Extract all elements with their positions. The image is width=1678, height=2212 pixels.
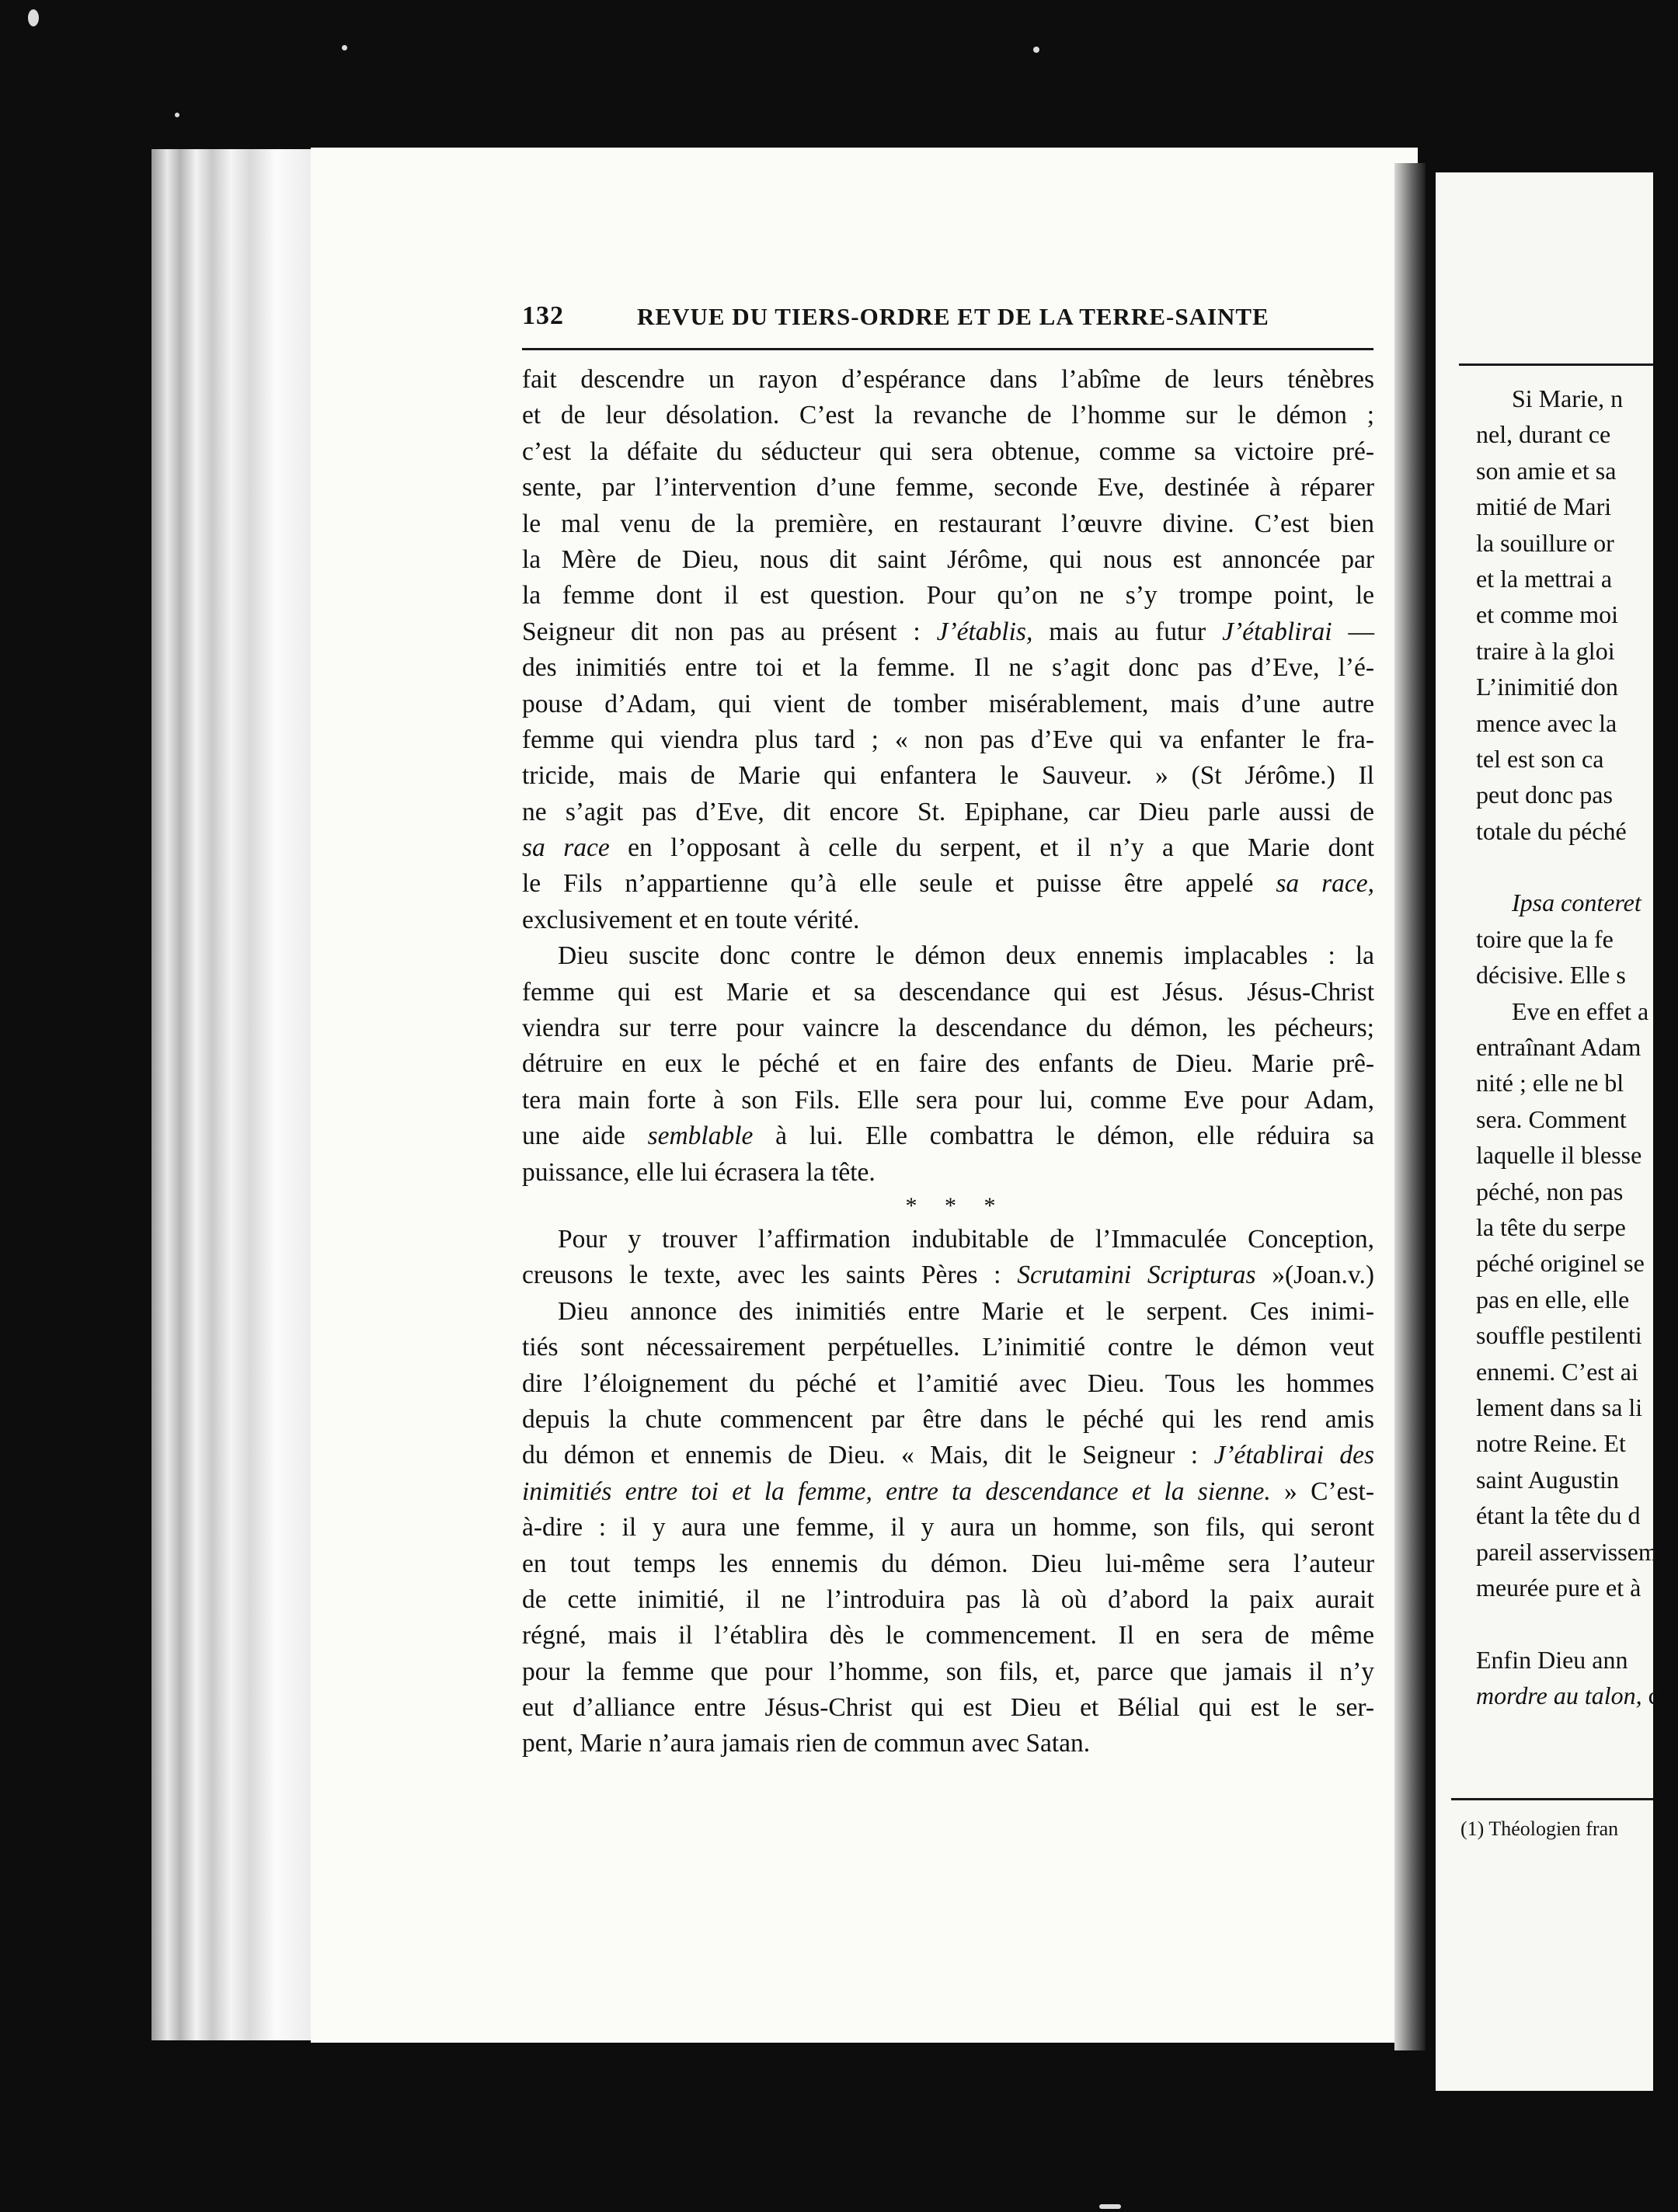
text-line: tera main forte à son Fils. Elle sera pour lui, comme Eve pour Adam, xyxy=(522,1085,1374,1115)
text-line: depuis la chute commencent par être dans le péché qui les rend amis xyxy=(522,1404,1374,1434)
text-line: nité ; elle ne bl xyxy=(1476,1069,1624,1097)
text-line: mence avec la xyxy=(1476,708,1617,737)
text-line: puissance, elle lui écrasera la tête. xyxy=(522,1157,876,1187)
text-line: Pour y trouver l’affirmation indubitable de l’Immaculée Conception, xyxy=(558,1224,1374,1254)
text-line: pent, Marie n’aura jamais rien de commun avec Satan. xyxy=(522,1729,1091,1758)
text-line: la Mère de Dieu, nous dit saint Jérôme, qui nous est annoncée par xyxy=(522,544,1374,574)
dust-speck xyxy=(1099,2204,1121,2209)
footnote: (1) Théologien fran xyxy=(1460,1817,1619,1840)
italic-span: sa race, xyxy=(1276,869,1374,899)
running-header xyxy=(522,301,1377,340)
right-page-body xyxy=(1476,381,1678,1713)
dust-speck xyxy=(28,9,39,26)
text-line: pas en elle, elle xyxy=(1476,1285,1630,1313)
text-line xyxy=(522,1257,1374,1293)
text-line: femme qui viendra plus tard ; « non pas d’Eve qui va enfanter le fra- xyxy=(522,725,1374,754)
text-line: totale du péché xyxy=(1476,816,1627,845)
header-rule xyxy=(522,348,1373,350)
italic-span: J’établirai xyxy=(1222,617,1332,646)
text-span: en l’opposant à celle du serpent, et il n’y a que Marie dont xyxy=(609,833,1375,863)
text-line: mitié de Mari xyxy=(1476,492,1612,521)
text-span: — xyxy=(1332,617,1374,646)
italic-span: sa race xyxy=(522,833,610,863)
italic-span: J’établis, xyxy=(936,617,1033,646)
text-line: dire l’éloignement du péché et l’amitié avec Dieu. Tous les hommes xyxy=(522,1369,1374,1398)
text-line xyxy=(1476,1678,1678,1713)
text-line: peut donc pas xyxy=(1476,781,1613,809)
text-line: et comme moi xyxy=(1476,600,1619,629)
italic-span: mordre au talon, xyxy=(1476,1682,1642,1710)
text-line: Enfin Dieu ann xyxy=(1476,1645,1628,1674)
book-page-edges xyxy=(151,149,311,2040)
text-line: meurée pure et à xyxy=(1476,1573,1641,1602)
text-line: pour la femme que pour l’homme, son fils, et, parce que jamais il n’y xyxy=(522,1657,1374,1686)
section-break: * * * xyxy=(905,1192,1007,1219)
text-line: la femme dont il est question. Pour qu’on ne s’y trompe point, le xyxy=(522,581,1374,610)
text-line: sera. Comment xyxy=(1476,1104,1627,1133)
text-span: c xyxy=(1641,1682,1659,1710)
text-line: exclusivement et en toute vérité. xyxy=(522,905,860,934)
text-line: et la mettrai a xyxy=(1476,564,1613,593)
text-line: péché originel se xyxy=(1476,1249,1645,1278)
text-line xyxy=(522,614,1374,650)
text-span: » C’est- xyxy=(1270,1476,1374,1506)
dust-speck xyxy=(175,113,179,117)
text-line: sente, par l’intervention d’une femme, seconde Eve, destinée à réparer xyxy=(522,473,1374,503)
text-line: nel, durant ce xyxy=(1476,420,1611,449)
text-line: des inimitiés entre toi et la femme. Il ne s’agit donc pas d’Eve, l’é- xyxy=(522,653,1374,683)
text-line: Ipsa conteret xyxy=(1512,889,1641,917)
book-gutter xyxy=(1394,163,1426,2050)
text-line: pareil asservissem xyxy=(1476,1537,1658,1566)
text-line: son amie et sa xyxy=(1476,456,1617,485)
text-line: traire à la gloi xyxy=(1476,636,1615,665)
text-line: Si Marie, n xyxy=(1512,384,1624,412)
text-span: du démon et ennemis de Dieu. « Mais, dit le Seigneur : xyxy=(522,1441,1214,1470)
text-line: Eve en effet a xyxy=(1512,996,1649,1025)
text-line: ne s’agit pas d’Eve, dit encore St. Epiphane, car Dieu parle aussi de xyxy=(522,797,1374,826)
text-line: c’est la défaite du séducteur qui sera obtenue, comme sa victoire pré- xyxy=(522,436,1374,466)
italic-span: inimitiés entre toi et la femme, entre ta descendance et la sienne. xyxy=(522,1476,1271,1506)
dust-speck xyxy=(1033,47,1039,53)
text-line: eut d’alliance entre Jésus-Christ qui est Dieu et Bélial qui est le ser- xyxy=(522,1693,1374,1723)
text-line: tricide, mais de Marie qui enfantera le Sauveur. » (St Jérôme.) Il xyxy=(522,761,1374,791)
text-line: saint Augustin xyxy=(1476,1465,1620,1494)
text-line: en tout temps les ennemis du démon. Dieu lui-même sera l’auteur xyxy=(522,1549,1374,1578)
text-line: tiés sont nécessairement perpétuelles. L’inimitié contre le démon veut xyxy=(522,1333,1374,1362)
blank-line xyxy=(1476,849,1678,885)
text-line xyxy=(522,830,1374,866)
text-line: toire que la fe xyxy=(1476,924,1614,953)
text-line xyxy=(522,1118,1374,1154)
text-line: viendra sur terre pour vaincre la descendance du démon, les pécheurs; xyxy=(522,1014,1374,1043)
text-span: creusons le texte, avec les saints Pères : xyxy=(522,1261,1018,1290)
dust-speck xyxy=(342,45,347,50)
text-line: la tête du serpe xyxy=(1476,1212,1626,1241)
text-span: le Fils n’appartienne qu’à elle seule et puisse être appelé xyxy=(522,869,1276,899)
italic-span: Scrutamini Scripturas xyxy=(1017,1261,1256,1290)
left-page-body xyxy=(522,362,1374,1762)
blank-line xyxy=(1476,1605,1678,1641)
text-line: la souillure or xyxy=(1476,528,1614,557)
text-span: mais au futur xyxy=(1032,617,1223,646)
text-line: détruire en eux le péché et en faire des enfants de Dieu. Marie prê- xyxy=(522,1049,1374,1079)
text-line: lement dans sa li xyxy=(1476,1393,1643,1421)
text-line: de cette inimitié, il ne l’introduira pas là où d’abord la paix aurait xyxy=(522,1584,1374,1614)
text-span: à lui. Elle combattra le démon, elle réduira sa xyxy=(753,1122,1374,1151)
text-line xyxy=(522,1438,1374,1473)
text-line: étant la tête du d xyxy=(1476,1501,1641,1530)
right-header-rule xyxy=(1459,363,1653,366)
text-line: entraînant Adam xyxy=(1476,1033,1641,1062)
text-span: »(Joan.v.) xyxy=(1255,1261,1374,1290)
italic-span: semblable xyxy=(647,1122,754,1151)
text-line xyxy=(522,866,1374,902)
italic-span: J’établirai des xyxy=(1213,1441,1374,1470)
text-line: pouse d’Adam, qui vient de tomber misérablement, mais d’une autre xyxy=(522,689,1374,718)
text-span: Seigneur dit non pas au présent : xyxy=(522,617,937,646)
text-line: femme qui est Marie et sa descendance qui est Jésus. Jésus-Christ xyxy=(522,977,1374,1007)
text-line: Dieu suscite donc contre le démon deux ennemis implacables : la xyxy=(558,941,1374,971)
text-line: notre Reine. Et xyxy=(1476,1429,1626,1458)
text-line: Dieu annonce des inimitiés entre Marie et le serpent. Ces inimi- xyxy=(558,1296,1374,1326)
text-line: tel est son ca xyxy=(1476,744,1604,773)
page-number: 132 xyxy=(522,301,564,330)
text-line: décisive. Elle s xyxy=(1476,961,1626,989)
text-line: le mal venu de la première, en restaurant l’œuvre divine. C’est bien xyxy=(522,509,1374,538)
text-span: une aide xyxy=(522,1122,648,1151)
text-line: régné, mais il l’établira dès le commencement. Il en sera de même xyxy=(522,1621,1374,1650)
text-line: laquelle il blesse xyxy=(1476,1141,1642,1170)
text-line: fait descendre un rayon d’espérance dans l’abîme de leurs ténèbres xyxy=(522,365,1374,394)
text-line: souffle pestilenti xyxy=(1476,1321,1642,1350)
text-line: à-dire : il y aura une femme, il y aura un homme, son fils, qui seront xyxy=(522,1513,1374,1542)
text-line xyxy=(522,1474,1374,1510)
running-title: REVUE DU TIERS-ORDRE ET DE LA TERRE-SAINTE xyxy=(637,303,1269,330)
text-line: L’inimitié don xyxy=(1476,673,1618,701)
text-line: péché, non pas xyxy=(1476,1177,1624,1205)
text-line: et de leur désolation. C’est la revanche de l’homme sur le démon ; xyxy=(522,401,1374,430)
footnote-rule xyxy=(1451,1798,1653,1800)
text-line: ennemi. C’est ai xyxy=(1476,1357,1638,1386)
